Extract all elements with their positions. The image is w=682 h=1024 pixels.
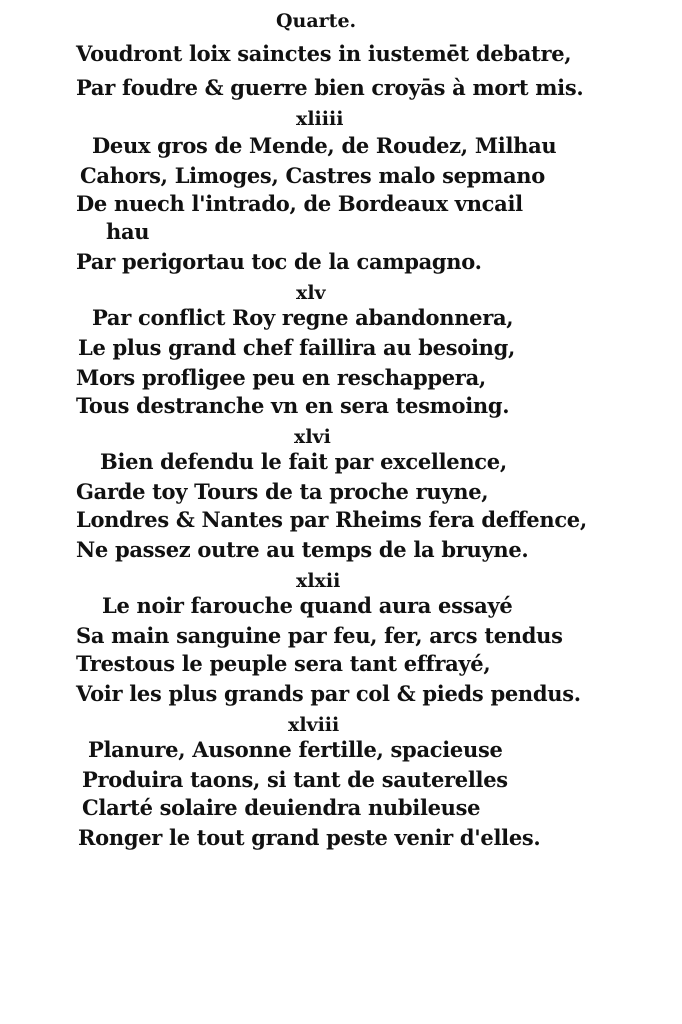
verse-line: Ne passez outre au temps de la bruyne. [76,537,529,562]
quatrain-number: xlvi [294,426,331,448]
running-head: Quarte. [276,10,357,32]
quatrain-number: xliiii [296,108,344,130]
verse-line: Londres & Nantes par Rheims fera deffence, [76,507,587,532]
verse-line: Planure, Ausonne fertille, spacieuse [88,737,503,762]
verse-line: Bien defendu le fait par excellence, [100,449,507,474]
verse-line: hau [106,219,150,244]
verse-line: De nuech l'intrado, de Bordeaux vncail [76,191,523,216]
verse-line: Le noir farouche quand aura essayé [102,593,513,618]
verse-line: Ronger le tout grand peste venir d'elles. [78,825,541,850]
quatrain-number: xlxii [296,570,341,592]
verse-line: Cahors, Limoges, Castres malo sepmano [80,163,545,188]
quatrain-number: xlv [296,282,326,304]
verse-line: Tous destranche vn en sera tesmoing. [76,393,510,418]
quatrain-number: xlviii [288,714,340,736]
verse-line: Sa main sanguine par feu, fer, arcs tendus [76,623,563,648]
verse-line: Voir les plus grands par col & pieds pendus. [76,681,581,706]
verse-line: Produira taons, si tant de sauterelles [82,767,508,792]
verse-line: Garde toy Tours de ta proche ruyne, [76,479,489,504]
verse-line: Mors profligee peu en reschappera, [76,365,486,390]
verse-line: Par conflict Roy regne abandonnera, [92,305,514,330]
verse-line: Trestous le peuple sera tant effrayé, [76,651,491,676]
verse-line: Clarté solaire deuiendra nubileuse [82,795,481,820]
verse-line: Voudront loix sainctes in iustemēt debatre, [76,41,572,66]
verse-line: Deux gros de Mende, de Roudez, Milhau [92,133,557,158]
verse-line: Par perigortau toc de la campagno. [76,249,482,274]
verse-line: Par foudre & guerre bien croyās à mort mis. [76,75,584,100]
verse-line: Le plus grand chef faillira au besoing, [78,335,516,360]
